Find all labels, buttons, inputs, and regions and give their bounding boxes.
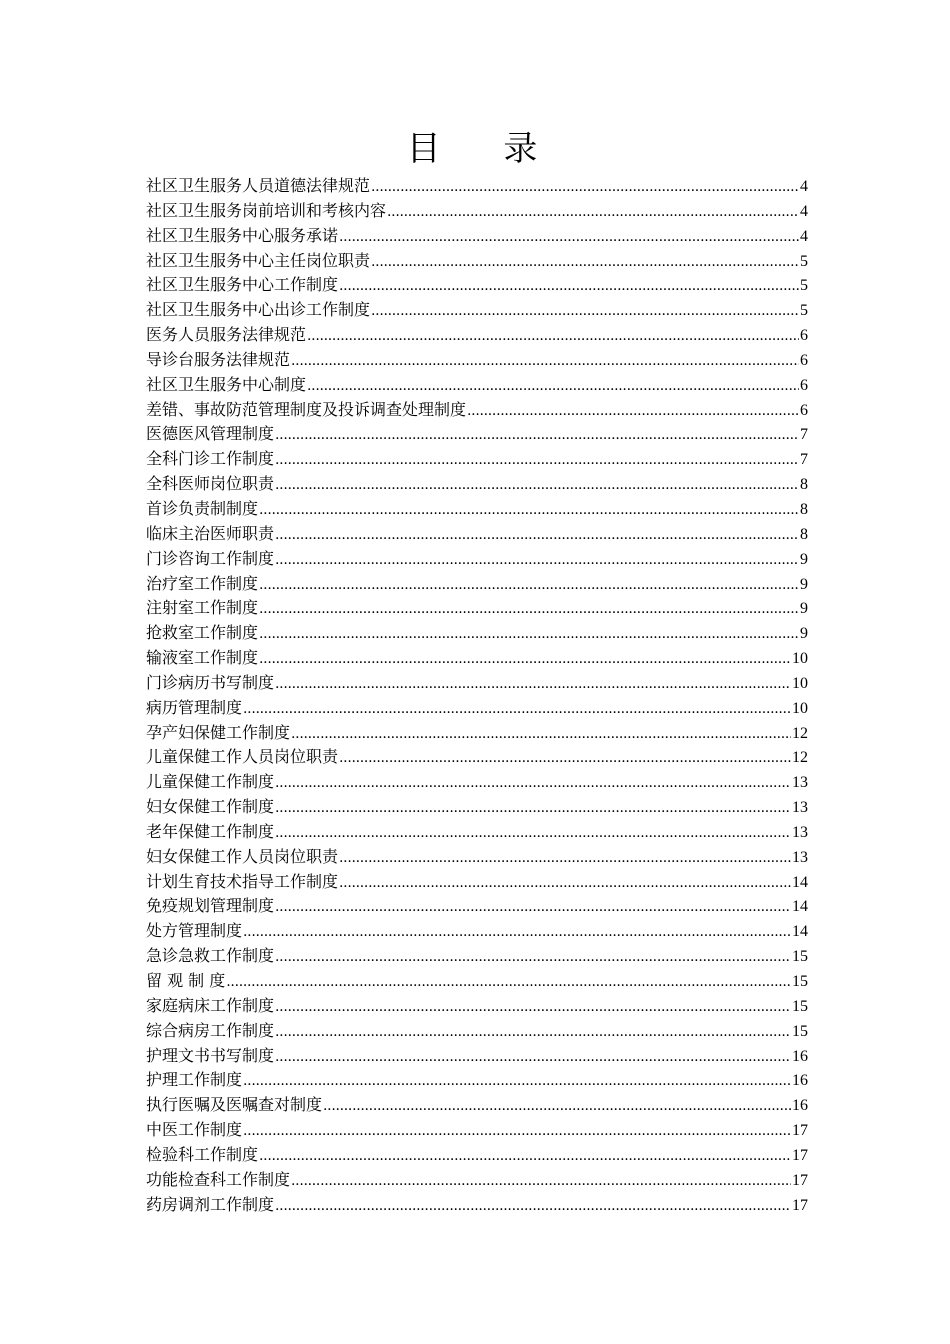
toc-entry-page-number: 15: [792, 948, 808, 966]
toc-entry-label: 社区卫生服务人员道德法律规范: [146, 176, 371, 195]
toc-entry-page-number: 17: [792, 1122, 808, 1140]
toc-entry-page-number: 5: [800, 252, 808, 270]
toc-entry-page-number: 13: [792, 823, 808, 841]
toc-entry-label: 社区卫生服务中心出诊工作制度: [146, 300, 371, 320]
toc-entry-page-number: 7: [800, 451, 808, 469]
toc-entry-page-number: 10: [792, 674, 808, 692]
toc-entry-page-number: 12: [792, 724, 808, 742]
toc-entry-page-number: 8: [800, 525, 808, 543]
toc-entry-page-number: 12: [792, 749, 808, 767]
toc-entry-label: 检验科工作制度: [146, 1144, 259, 1164]
toc-dot-leader: [259, 1144, 791, 1168]
toc-entry-page-number: 14: [792, 923, 808, 941]
toc-dot-leader: [291, 1169, 791, 1193]
toc-entry[interactable]: [146, 174, 808, 199]
toc-dot-leader: [259, 647, 791, 671]
toc-entry-page-number: 8: [800, 500, 808, 518]
toc-dot-leader: [275, 672, 791, 696]
toc-dot-leader: [371, 250, 799, 274]
toc-entry[interactable]: [146, 348, 808, 373]
toc-entry[interactable]: [146, 646, 808, 671]
toc-entry-label: 导诊台服务法律规范: [146, 349, 291, 369]
toc-dot-leader: [323, 1094, 791, 1118]
toc-entry-label: 护理工作制度: [146, 1070, 243, 1090]
toc-entry-label: 社区卫生服务中心制度: [146, 374, 307, 394]
toc-entry[interactable]: [146, 1068, 808, 1093]
toc-entry[interactable]: [146, 273, 808, 298]
toc-entry-page-number: 9: [800, 600, 808, 618]
toc-dot-leader: [275, 448, 799, 472]
toc-entry[interactable]: [146, 497, 808, 522]
toc-entry-page-number: 9: [800, 550, 808, 568]
toc-entry-page-number: 17: [792, 1146, 808, 1164]
toc-entry[interactable]: [146, 870, 808, 895]
toc-entry[interactable]: [146, 224, 808, 249]
toc-entry-page-number: 16: [792, 1097, 808, 1115]
toc-entry-page-number: 4: [800, 227, 808, 245]
toc-entry[interactable]: [146, 820, 808, 845]
toc-entry[interactable]: [146, 572, 808, 597]
toc-entry-label: 治疗室工作制度: [146, 573, 259, 593]
toc-entry-label: 门诊病历书写制度: [146, 672, 275, 692]
toc-dot-leader: [275, 1020, 791, 1044]
toc-entry-label: 家庭病床工作制度: [146, 995, 275, 1015]
toc-entry-label: 功能检查科工作制度: [146, 1169, 291, 1189]
toc-entry-page-number: 17: [792, 1196, 808, 1214]
toc-entry-page-number: 13: [792, 799, 808, 817]
toc-dot-leader: [275, 1194, 791, 1218]
toc-entry-page-number: 15: [792, 1022, 808, 1040]
toc-entry-label: 老年保健工作制度: [146, 821, 275, 841]
toc-entry-label: 临床主治医师职责: [146, 523, 275, 543]
toc-dot-leader: [275, 423, 799, 447]
toc-entry[interactable]: [146, 1019, 808, 1044]
toc-entry-label: 综合病房工作制度: [146, 1020, 275, 1040]
toc-entry[interactable]: [146, 671, 808, 696]
toc-dot-leader: [243, 1119, 791, 1143]
toc-dot-leader: [275, 523, 799, 547]
toc-entry-page-number: 5: [800, 277, 808, 295]
toc-list: [146, 174, 808, 1217]
toc-dot-leader: [275, 895, 791, 919]
toc-entry-label: 医德医风管理制度: [146, 424, 275, 444]
toc-entry-label: 处方管理制度: [146, 921, 243, 941]
toc-entry-page-number: 7: [800, 426, 808, 444]
toc-dot-leader: [275, 945, 791, 969]
toc-entry-page-number: 8: [800, 476, 808, 494]
toc-dot-leader: [259, 498, 799, 522]
toc-entry-label: 留 观 制 度: [146, 971, 226, 990]
toc-dot-leader: [275, 1045, 791, 1069]
toc-entry-page-number: 4: [800, 202, 808, 220]
toc-dot-leader: [291, 349, 799, 373]
toc-entry-label: 妇女保健工作制度: [146, 797, 275, 817]
toc-entry[interactable]: [146, 770, 808, 795]
toc-dot-leader: [339, 225, 799, 249]
toc-entry-page-number: 6: [800, 327, 808, 345]
toc-entry-label: 中医工作制度: [146, 1120, 243, 1140]
toc-entry-page-number: 15: [792, 973, 808, 990]
toc-dot-leader: [307, 374, 799, 398]
toc-entry-page-number: 13: [792, 848, 808, 866]
toc-entry-page-number: 14: [792, 898, 808, 916]
toc-entry[interactable]: [146, 1093, 808, 1118]
toc-entry-label: 社区卫生服务中心服务承诺: [146, 225, 339, 245]
toc-entry[interactable]: [146, 944, 808, 969]
toc-entry-page-number: 16: [792, 1072, 808, 1090]
toc-entry[interactable]: [146, 894, 808, 919]
toc-entry-page-number: 6: [800, 376, 808, 394]
toc-entry[interactable]: [146, 696, 808, 721]
toc-entry[interactable]: [146, 1193, 808, 1218]
toc-entry-page-number: 15: [792, 997, 808, 1015]
toc-dot-leader: [259, 573, 799, 597]
toc-entry[interactable]: [146, 994, 808, 1019]
toc-entry[interactable]: [146, 398, 808, 423]
toc-entry-label: 执行医嘱及医嘱查对制度: [146, 1095, 323, 1115]
toc-entry[interactable]: [146, 745, 808, 770]
toc-entry-label: 全科医师岗位职责: [146, 474, 275, 494]
toc-entry-page-number: 4: [800, 178, 808, 195]
toc-entry-label: 免疫规划管理制度: [146, 896, 275, 916]
toc-dot-leader: [259, 622, 799, 646]
toc-entry-label: 抢救室工作制度: [146, 623, 259, 643]
toc-entry[interactable]: [146, 298, 808, 323]
toc-entry[interactable]: [146, 323, 808, 348]
toc-entry-page-number: 10: [792, 650, 808, 668]
toc-dot-leader: [307, 324, 799, 348]
toc-entry[interactable]: [146, 422, 808, 447]
toc-dot-leader: [339, 746, 791, 770]
toc-dot-leader: [243, 1069, 791, 1093]
toc-dot-leader: [371, 299, 799, 323]
toc-entry-label: 社区卫生服务中心主任岗位职责: [146, 250, 371, 270]
toc-entry-label: 儿童保健工作人员岗位职责: [146, 747, 339, 767]
toc-entry-label: 计划生育技术指导工作制度: [146, 871, 339, 891]
toc-entry-label: 妇女保健工作人员岗位职责: [146, 846, 339, 866]
toc-entry[interactable]: [146, 1143, 808, 1168]
toc-entry-page-number: 6: [800, 351, 808, 369]
toc-entry-label: 急诊急救工作制度: [146, 946, 275, 966]
toc-dot-leader: [275, 548, 799, 572]
toc-entry-label: 儿童保健工作制度: [146, 772, 275, 792]
toc-entry-label: 差错、事故防范管理制度及投诉调查处理制度: [146, 399, 467, 419]
toc-entry[interactable]: [146, 1168, 808, 1193]
toc-entry[interactable]: [146, 1118, 808, 1143]
toc-entry-label: 首诊负责制制度: [146, 498, 259, 518]
toc-dot-leader: [339, 274, 799, 298]
toc-entry-page-number: 16: [792, 1047, 808, 1065]
toc-entry[interactable]: [146, 199, 808, 224]
toc-dot-leader: [259, 597, 799, 621]
toc-entry-label: 门诊咨询工作制度: [146, 548, 275, 568]
toc-entry[interactable]: [146, 795, 808, 820]
toc-dot-leader: [226, 970, 791, 994]
toc-entry-page-number: 13: [792, 774, 808, 792]
toc-entry-label: 医务人员服务法律规范: [146, 325, 307, 345]
toc-entry[interactable]: [146, 845, 808, 870]
toc-dot-leader: [275, 796, 791, 820]
toc-entry-label: 病历管理制度: [146, 697, 243, 717]
toc-entry-page-number: 10: [792, 699, 808, 717]
toc-dot-leader: [243, 920, 791, 944]
toc-entry[interactable]: [146, 447, 808, 472]
toc-dot-leader: [275, 995, 791, 1019]
toc-entry-page-number: 9: [800, 625, 808, 643]
toc-entry-page-number: 17: [792, 1171, 808, 1189]
toc-entry[interactable]: [146, 373, 808, 398]
toc-dot-leader: [243, 697, 791, 721]
toc-entry[interactable]: [146, 621, 808, 646]
toc-entry-label: 输液室工作制度: [146, 648, 259, 668]
toc-dot-leader: [387, 200, 799, 224]
toc-entry-label: 注射室工作制度: [146, 598, 259, 618]
toc-title: 目 录: [406, 129, 564, 169]
toc-entry-label: 全科门诊工作制度: [146, 449, 275, 469]
toc-entry-page-number: 9: [800, 575, 808, 593]
toc-entry[interactable]: [146, 596, 808, 621]
toc-entry[interactable]: [146, 721, 808, 746]
toc-dot-leader: [291, 722, 791, 746]
toc-entry[interactable]: [146, 547, 808, 572]
toc-entry-label: 社区卫生服务中心工作制度: [146, 275, 339, 295]
toc-dot-leader: [371, 175, 799, 199]
toc-entry-page-number: 5: [800, 302, 808, 320]
toc-entry[interactable]: [146, 249, 808, 274]
toc-dot-leader: [275, 821, 791, 845]
toc-entry[interactable]: [146, 522, 808, 547]
toc-dot-leader: [275, 771, 791, 795]
toc-entry-label: 药房调剂工作制度: [146, 1194, 275, 1214]
toc-entry[interactable]: [146, 969, 808, 994]
toc-dot-leader: [275, 473, 799, 497]
toc-entry-label: 社区卫生服务岗前培训和考核内容: [146, 200, 387, 220]
toc-entry-label: 孕产妇保健工作制度: [146, 722, 291, 742]
toc-entry-page-number: 14: [792, 873, 808, 891]
toc-entry[interactable]: [146, 1044, 808, 1069]
toc-dot-leader: [467, 399, 799, 423]
toc-dot-leader: [339, 846, 791, 870]
toc-entry-label: 护理文书书写制度: [146, 1045, 275, 1065]
toc-dot-leader: [339, 871, 791, 895]
toc-entry[interactable]: [146, 472, 808, 497]
toc-entry[interactable]: [146, 919, 808, 944]
toc-entry-page-number: 6: [800, 401, 808, 419]
